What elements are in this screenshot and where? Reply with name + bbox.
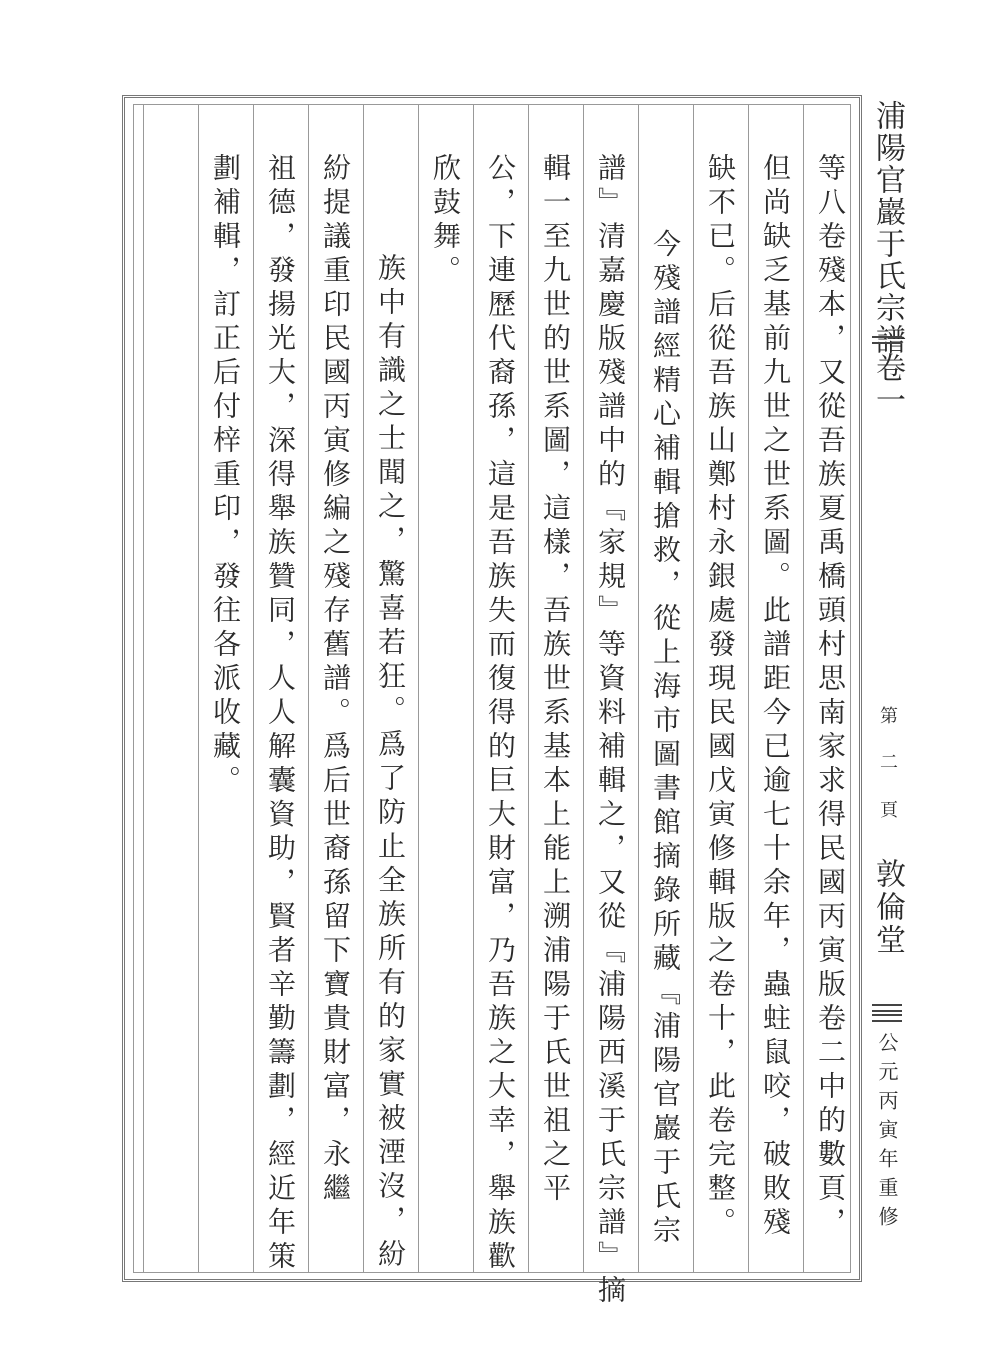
text-column-8 — [418, 105, 473, 1272]
hall-name: 敦倫堂 — [870, 858, 905, 957]
column-text: 但尚缺乏基前九世之世系圖。此譜距今已逾七十余年，蟲蛀鼠咬，破敗殘 — [759, 153, 792, 1241]
column-text: 劃補輯，訂正后付梓重印，發往各派收藏。 — [209, 153, 242, 799]
double-rule-divider — [872, 1014, 902, 1022]
column-text: 今殘譜經精心補輯搶救，從上海市圖書館摘錄所藏『浦陽官巖于氏宗 — [649, 229, 682, 1249]
text-column-7 — [473, 105, 528, 1275]
text-column-12 — [198, 105, 253, 1272]
text-column-9 — [363, 105, 418, 1272]
column-text: 輯一至九世的世系圖，這樣，吾族世系基本上能上溯浦陽于氏世祖之平 — [539, 153, 572, 1207]
page-frame — [122, 95, 862, 1309]
page-number: 二 — [877, 752, 898, 770]
double-rule-divider — [872, 1004, 902, 1012]
text-column-3 — [693, 105, 748, 1272]
column-text: 欣鼓舞。 — [429, 153, 462, 289]
double-rule-divider — [872, 336, 902, 344]
edition-note: 公元丙寅年重修 — [875, 1032, 899, 1235]
text-column-11 — [253, 105, 308, 1275]
column-text: 紛提議重印民國丙寅修編之殘存舊譜。爲后世裔孫留下寶貴財富，永繼 — [319, 153, 352, 1207]
column-text: 族中有識之士聞之，驚喜若狂。爲了防止全族所有的家實被湮沒，紛 — [374, 253, 407, 1273]
text-grid — [133, 104, 851, 1309]
column-text: 譜』清嘉慶版殘譜中的『家規』等資料補輯之，又從『浦陽西溪于氏宗譜』摘 — [594, 153, 627, 1309]
text-column-2 — [748, 105, 803, 1272]
page-label-suffix: 頁 — [877, 800, 898, 818]
book-title: 浦陽官巖于氏宗譜 — [870, 100, 905, 356]
text-column-5 — [583, 105, 638, 1309]
text-column-6 — [528, 105, 583, 1272]
page-label-prefix: 第 — [877, 706, 898, 724]
text-column-4 — [638, 105, 693, 1272]
column-text: 缺不已。后從吾族山鄭村永銀處發現民國戊寅修輯版之卷十，此卷完整。 — [704, 153, 737, 1241]
volume-label: 卷一 — [870, 352, 905, 416]
column-text: 等八卷殘本，又從吾族夏禹橋頭村思南家求得民國丙寅版卷二中的數頁， — [814, 153, 847, 1241]
column-text: 公，下連歷代裔孫，這是吾族失而復得的巨大財富，乃吾族之大幸，舉族歡 — [484, 153, 517, 1275]
text-column-1 — [803, 105, 858, 1272]
text-column-10 — [308, 105, 363, 1272]
text-column-13 — [143, 105, 198, 1272]
column-text: 祖德，發揚光大，深得舉族贊同，人人解囊資助，賢者辛勤籌劃，經近年策 — [264, 153, 297, 1275]
